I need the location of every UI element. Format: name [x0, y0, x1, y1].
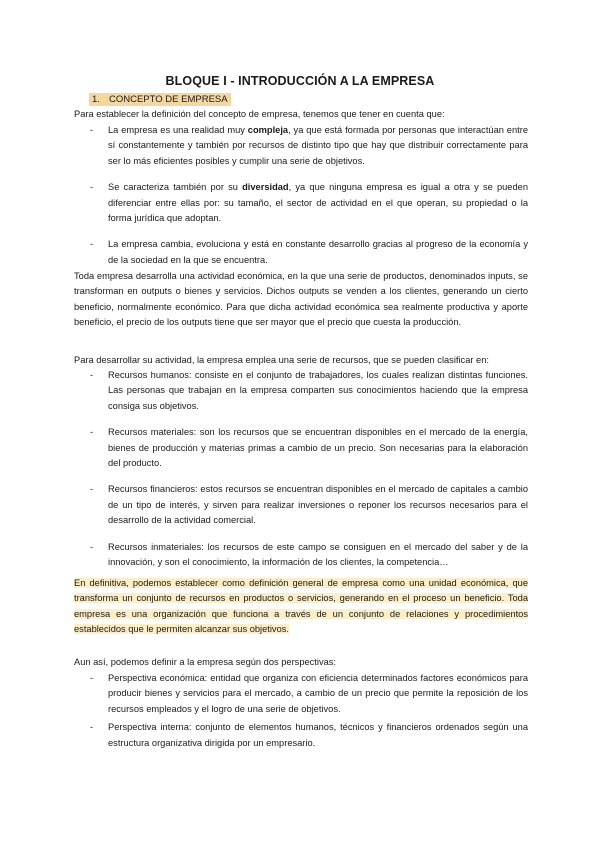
highlighted-definition: En definitiva, podemos establecer como definición general de empresa como una unidad económica, que transforma un conjunto de recursos en productos o servicios, generando en el proceso un beneficio. Toda empresa es una organización que funciona a través de un conjunto de relaciones y procedimientos establecidos que le permiten alcanzar sus objetivos.: [74, 578, 528, 635]
intro-paragraph: Para establecer la definición del concepto de empresa, tenemos que tener en cuenta que:: [74, 109, 445, 119]
page-title: BLOQUE I - INTRODUCCIÓN A LA EMPRESA: [165, 74, 435, 88]
list-item-text: Recursos inmateriales: los recursos de este campo se consiguen en el mercado del saber y de la innovación, y son el conocimiento, la información de los clientes, la competencia…: [108, 541, 528, 568]
list-item-text: Perspectiva interna: conjunto de elementos humanos, técnicos y financieros ordenados según una estructura organizativa dirigida por un empresario.: [108, 722, 528, 748]
list-item: [74, 180, 528, 226]
resources-intro: Para desarrollar su actividad, la empresa emplea una serie de recursos, que se pueden clasificar en:: [74, 355, 489, 365]
list-item: [74, 482, 528, 528]
list-item-bold: compleja: [247, 125, 289, 135]
bullet-dash: -: [90, 541, 94, 552]
list-item-text: La empresa es una realidad muy: [108, 125, 248, 135]
list-item-text: Recursos materiales: son los recursos que se encuentran disponibles en el mercado de la energía, bienes de producción y materias primas a cambio de un precio. Son necesarias para la elaboración del producto.: [108, 427, 528, 469]
list-item-text: Recursos financieros: estos recursos se encuentran disponibles en el mercado de capitales a cambio de un tipo de interés, y sirven para realizar inversiones o reponer los recursos necesarios para el desarrollo de la actividad comercial.: [108, 484, 528, 526]
list-item: [74, 425, 528, 471]
section-heading: [89, 93, 231, 106]
bullet-dash: -: [90, 484, 94, 495]
list-item: [74, 540, 528, 571]
list-item: [74, 368, 528, 414]
list-item-bold: diversidad: [242, 182, 289, 193]
bullet-dash: -: [90, 722, 94, 733]
list-item-text: , ya que ninguna empresa es igual a otra y se pueden diferenciar entre ellas por: su tamaño, el sector de actividad en el que operan, su propiedad o la forma jurídica que adoptan.: [108, 182, 528, 224]
characteristics-list: [74, 123, 528, 279]
list-item: [74, 720, 528, 751]
list-item: [74, 123, 528, 169]
activity-paragraph: Toda empresa desarrolla una actividad económica, en la que una serie de productos, denominados inputs, se transforman en outputs o bienes y servicios. Dichos outputs se venden a los clientes, generando un cierto beneficio, normalmente económico. Para que dicha actividad económica sea realmente productiva y aporte beneficio, el precio de los outputs tiene que ser mayor que el precio que cuesta la producción.: [74, 271, 528, 328]
section-number: 1.: [92, 94, 100, 105]
list-item-text: , ya que está formada por personas que interactúan entre sí constantemente y también por recursos de distinto tipo que hay que distribuir correctamente para ser lo más eficientes posibles y cumplir una serie de objetivos.: [108, 125, 528, 166]
list-item-text: Se caracteriza también por su: [108, 182, 243, 193]
list-item: [74, 671, 528, 717]
bullet-dash: -: [90, 182, 94, 193]
list-item-text: Recursos humanos: consiste en el conjunto de trabajadores, los cuales realizan distintas funciones. Las personas que trabajan en la empresa comparten sus conocimientos haciendo que la empresa consiga sus objetivos.: [108, 370, 528, 411]
definition-paragraph: [74, 576, 528, 638]
bullet-dash: -: [90, 125, 94, 135]
bullet-dash: -: [90, 427, 94, 438]
bullet-dash: -: [90, 370, 94, 380]
bullet-dash: -: [90, 239, 94, 250]
bullet-dash: -: [90, 673, 94, 683]
section-label: CONCEPTO DE EMPRESA: [109, 94, 228, 105]
list-item-text: Perspectiva económica: entidad que organiza con eficiencia determinados factores económicos para producir bienes y servicios para el mercado, a cambio de un precio que permite la reposición de los recursos empleados y el logro de una serie de objetivos.: [108, 673, 528, 714]
resources-list: [74, 368, 528, 581]
list-item-text: La empresa cambia, evoluciona y está en constante desarrollo gracias al progreso de la economía y de la sociedad en la que se encuentra.: [108, 239, 528, 265]
perspectives-list: [74, 671, 528, 762]
list-item: [74, 237, 528, 268]
perspectives-intro: Aun así, podemos definir a la empresa según dos perspectivas:: [74, 657, 337, 667]
